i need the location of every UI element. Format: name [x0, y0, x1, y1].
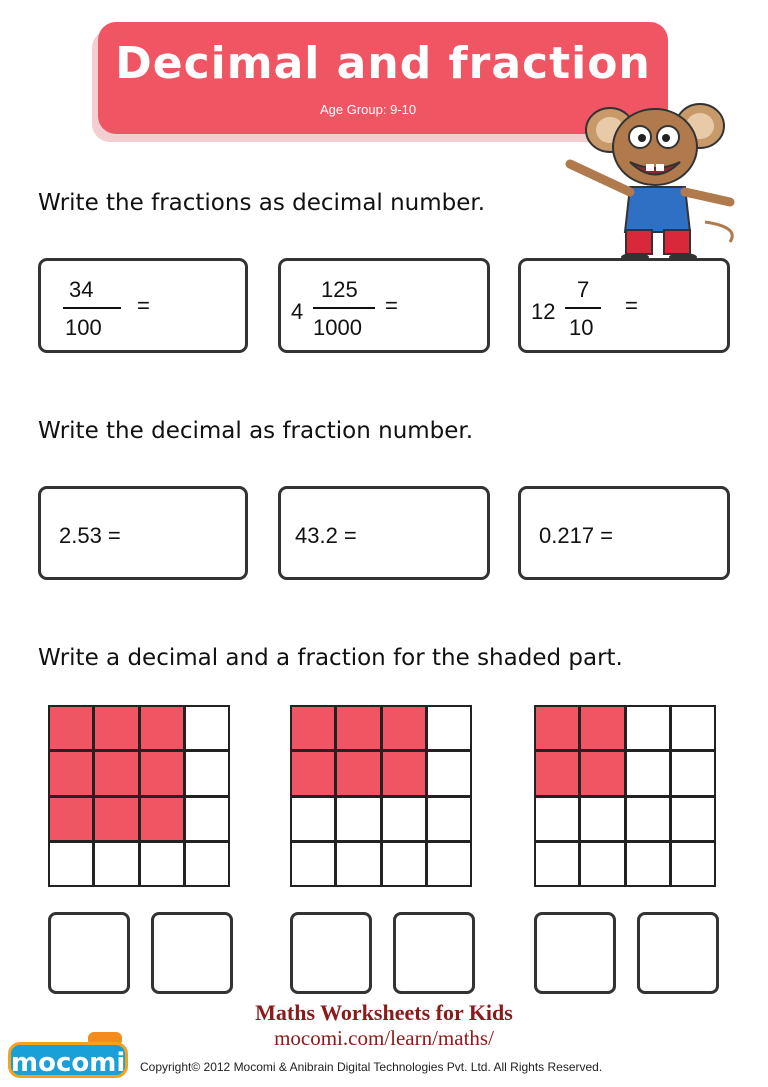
- shaded-cell: [581, 752, 623, 794]
- unshaded-cell: [672, 707, 714, 749]
- shaded-cell: [536, 752, 578, 794]
- unshaded-cell: [428, 798, 470, 840]
- shaded-cell: [337, 752, 379, 794]
- unshaded-cell: [428, 752, 470, 794]
- unshaded-cell: [536, 798, 578, 840]
- fraction-box-2: [278, 258, 490, 353]
- answer-box-decimal-2[interactable]: [290, 912, 372, 994]
- shaded-cell: [141, 752, 183, 794]
- unshaded-cell: [428, 707, 470, 749]
- unshaded-cell: [186, 798, 228, 840]
- unshaded-cell: [186, 707, 228, 749]
- unshaded-cell: [383, 843, 425, 885]
- equals-sign: =: [137, 293, 150, 318]
- unshaded-cell: [186, 752, 228, 794]
- instruction-shaded-part: Write a decimal and a fraction for the shaded part.: [38, 645, 623, 671]
- instruction-fractions-to-decimal: Write the fractions as decimal number.: [38, 190, 486, 216]
- decimal-box-3: [518, 486, 730, 580]
- shaded-cell: [95, 752, 137, 794]
- fraction-box-1: [38, 258, 248, 353]
- equals-sign: =: [385, 293, 398, 318]
- unshaded-cell: [672, 843, 714, 885]
- denominator: 10: [569, 315, 594, 340]
- shaded-cell: [383, 752, 425, 794]
- shaded-cell: [536, 707, 578, 749]
- numerator: 34: [69, 277, 94, 302]
- numerator: 125: [321, 277, 358, 302]
- denominator: 100: [65, 315, 102, 340]
- fraction-bar: [313, 307, 375, 309]
- denominator: 1000: [313, 315, 362, 340]
- answer-box-decimal-1[interactable]: [48, 912, 130, 994]
- unshaded-cell: [337, 843, 379, 885]
- shaded-cell: [337, 707, 379, 749]
- copyright-text: Copyright© 2012 Mocomi & Anibrain Digital Technologies Pvt. Ltd. All Rights Reserved.: [140, 1060, 603, 1074]
- unshaded-cell: [141, 843, 183, 885]
- unshaded-cell: [95, 843, 137, 885]
- shaded-cell: [292, 752, 334, 794]
- shaded-grid-2: [290, 705, 472, 887]
- unshaded-cell: [383, 798, 425, 840]
- shaded-cell: [292, 707, 334, 749]
- unshaded-cell: [627, 798, 669, 840]
- whole-number: 4: [291, 299, 304, 324]
- fraction-bar: [63, 307, 121, 309]
- unshaded-cell: [672, 798, 714, 840]
- shaded-cell: [141, 707, 183, 749]
- equals-sign: =: [625, 293, 638, 318]
- decimal-value: 43.2 =: [295, 523, 357, 548]
- fraction-box-3: [518, 258, 730, 353]
- decimal-box-1: [38, 486, 248, 580]
- answer-box-fraction-3[interactable]: [637, 912, 719, 994]
- answer-box-decimal-3[interactable]: [534, 912, 616, 994]
- instruction-decimal-to-fraction: Write the decimal as fraction number.: [38, 418, 474, 444]
- unshaded-cell: [536, 843, 578, 885]
- unshaded-cell: [581, 843, 623, 885]
- age-group: Age Group: 9-10: [320, 102, 417, 117]
- decimal-box-2: [278, 486, 490, 580]
- unshaded-cell: [337, 798, 379, 840]
- shaded-cell: [383, 707, 425, 749]
- numerator: 7: [577, 277, 590, 302]
- fraction-bar: [565, 307, 601, 309]
- shaded-grid-3: [534, 705, 716, 887]
- unshaded-cell: [672, 752, 714, 794]
- whole-number: 12: [531, 299, 556, 324]
- shaded-cell: [50, 798, 92, 840]
- footer-title: Maths Worksheets for Kids: [255, 1000, 513, 1025]
- unshaded-cell: [428, 843, 470, 885]
- shaded-cell: [50, 707, 92, 749]
- unshaded-cell: [292, 843, 334, 885]
- shaded-grid-1: [48, 705, 230, 887]
- shaded-cell: [141, 798, 183, 840]
- unshaded-cell: [50, 843, 92, 885]
- shaded-cell: [95, 707, 137, 749]
- unshaded-cell: [292, 798, 334, 840]
- decimal-value: 0.217 =: [539, 523, 614, 548]
- unshaded-cell: [627, 707, 669, 749]
- mocomi-logo: mocomi: [8, 1042, 128, 1078]
- shaded-cell: [581, 707, 623, 749]
- shaded-cell: [95, 798, 137, 840]
- unshaded-cell: [581, 798, 623, 840]
- decimal-value: 2.53 =: [59, 523, 121, 548]
- unshaded-cell: [627, 752, 669, 794]
- unshaded-cell: [186, 843, 228, 885]
- answer-box-fraction-1[interactable]: [151, 912, 233, 994]
- page-title: Decimal and fraction: [115, 38, 651, 89]
- shaded-cell: [50, 752, 92, 794]
- cartoon-mouse-mascot-icon: [560, 92, 750, 262]
- footer-link[interactable]: mocomi.com/learn/maths/: [274, 1026, 494, 1050]
- unshaded-cell: [627, 843, 669, 885]
- answer-box-fraction-2[interactable]: [393, 912, 475, 994]
